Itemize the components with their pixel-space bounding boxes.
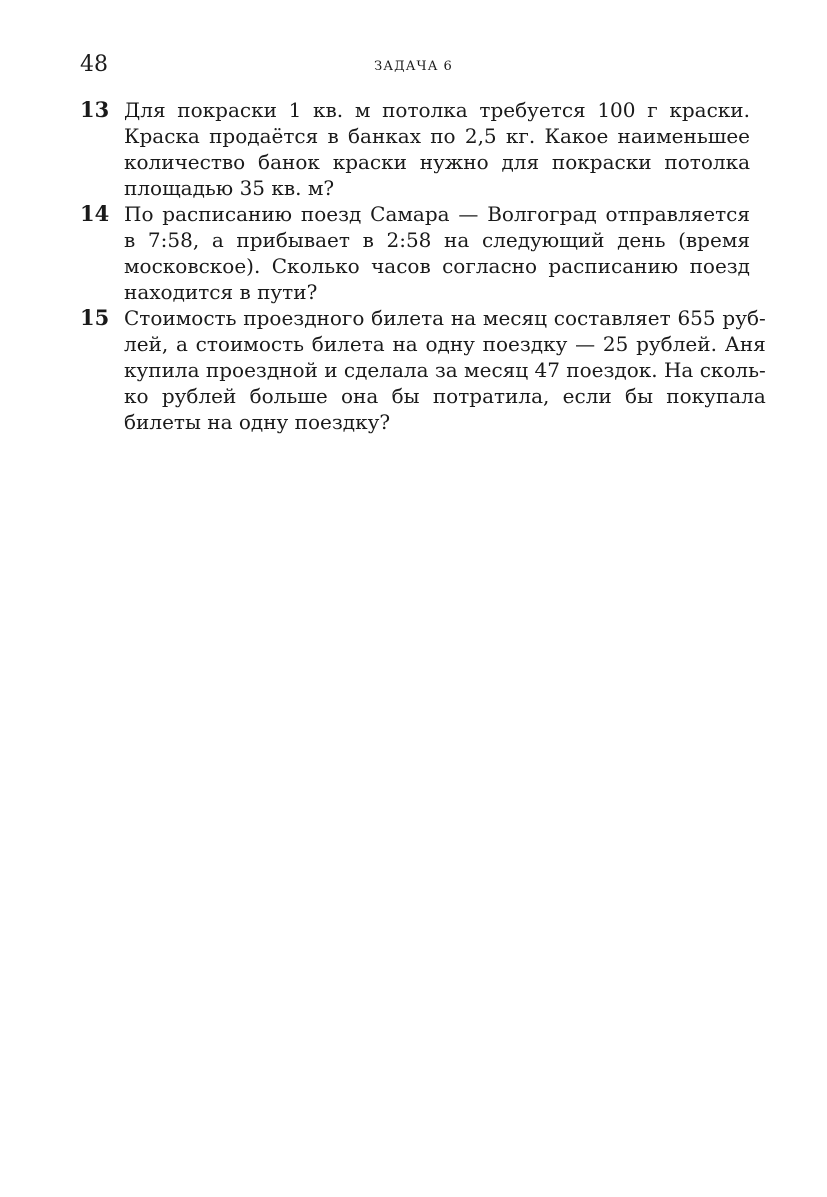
text-line: купила проездной и сделала за месяц 47 поездок. На сколь-: [124, 358, 766, 382]
text-line: Для покраски 1 кв. м потолка требуется 100 г краски.: [124, 98, 750, 122]
text-line: Краска продаётся в банках по 2,5 кг. Какое наименьшее: [124, 124, 750, 148]
problem-text: [124, 305, 766, 435]
text-line: По расписанию поезд Самара — Волгоград отправляется: [124, 202, 750, 226]
problem-list: [80, 97, 766, 435]
problem-text: [124, 97, 750, 201]
problem-text: [124, 201, 750, 305]
problem-number: 15: [80, 305, 110, 330]
problem-15: [80, 305, 766, 435]
text-line: в 7:58, а прибывает в 2:58 на следующий день (время: [124, 228, 750, 252]
text-line: ко рублей больше она бы потратила, если бы покупала: [124, 384, 766, 408]
problem-number: 13: [80, 97, 110, 122]
problem-14: [80, 201, 750, 305]
running-head: ЗАДАЧА 6: [374, 59, 453, 74]
text-line: количество банок краски нужно для покраски потолка: [124, 150, 750, 174]
text-line: находится в пути?: [124, 280, 318, 304]
problem-number: 14: [80, 201, 110, 226]
problem-13: [80, 97, 750, 201]
text-line: билеты на одну поездку?: [124, 410, 391, 434]
text-line: лей, а стоимость билета на одну поездку — 25 рублей. Аня: [124, 332, 766, 356]
text-line: площадью 35 кв. м?: [124, 176, 335, 200]
text-line: московское). Сколько часов согласно расписанию поезд: [124, 254, 750, 278]
text-line: Стоимость проездного билета на месяц составляет 655 руб-: [124, 306, 766, 330]
page-number: 48: [80, 52, 108, 77]
